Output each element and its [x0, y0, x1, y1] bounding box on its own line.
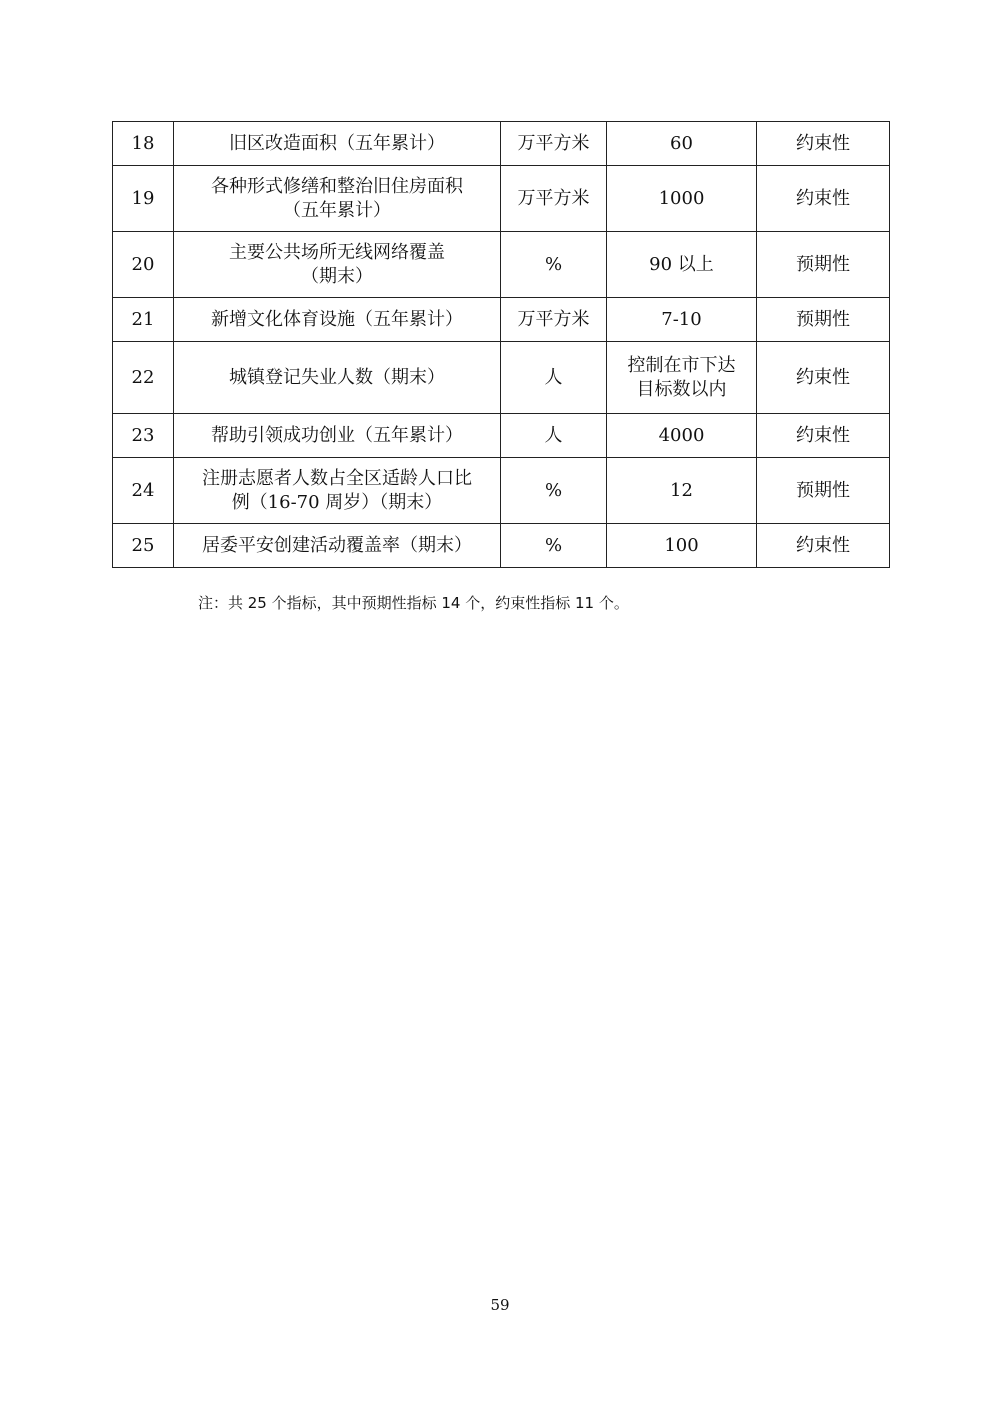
row-number: 24	[113, 458, 174, 524]
page-number: 59	[490, 1296, 510, 1314]
unit: 万平方米	[501, 298, 607, 342]
target-value: 12	[607, 458, 757, 524]
target-value: 60	[607, 122, 757, 166]
target-value: 90 以上	[607, 232, 757, 298]
indicator-name: 各种形式修缮和整治旧住房面积 （五年累计）	[174, 166, 501, 232]
indicator-type: 约束性	[757, 524, 890, 568]
unit: %	[501, 232, 607, 298]
indicator-type: 预期性	[757, 298, 890, 342]
indicator-type: 约束性	[757, 414, 890, 458]
table-row	[113, 524, 890, 568]
unit: 人	[501, 414, 607, 458]
row-number: 21	[113, 298, 174, 342]
indicator-name: 主要公共场所无线网络覆盖 （期末）	[174, 232, 501, 298]
table-row	[113, 166, 890, 232]
table-row	[113, 342, 890, 414]
row-number: 18	[113, 122, 174, 166]
table-row	[113, 122, 890, 166]
target-value: 1000	[607, 166, 757, 232]
indicator-name: 注册志愿者人数占全区适龄人口比 例（16-70 周岁）（期末）	[174, 458, 501, 524]
indicator-type: 预期性	[757, 458, 890, 524]
unit: 万平方米	[501, 166, 607, 232]
target-value: 4000	[607, 414, 757, 458]
table-row	[113, 232, 890, 298]
row-number: 23	[113, 414, 174, 458]
indicator-name: 居委平安创建活动覆盖率（期末）	[174, 524, 501, 568]
indicator-name: 帮助引领成功创业（五年累计）	[174, 414, 501, 458]
row-number: 25	[113, 524, 174, 568]
indicator-type: 约束性	[757, 166, 890, 232]
indicator-type: 约束性	[757, 122, 890, 166]
unit: 万平方米	[501, 122, 607, 166]
target-value: 控制在市下达 目标数以内	[607, 342, 757, 414]
indicator-name: 新增文化体育设施（五年累计）	[174, 298, 501, 342]
unit: %	[501, 458, 607, 524]
target-value: 100	[607, 524, 757, 568]
row-number: 20	[113, 232, 174, 298]
indicator-name: 旧区改造面积（五年累计）	[174, 122, 501, 166]
table-row	[113, 458, 890, 524]
indicator-table	[112, 121, 890, 568]
indicator-name: 城镇登记失业人数（期末）	[174, 342, 501, 414]
unit: %	[501, 524, 607, 568]
row-number: 19	[113, 166, 174, 232]
unit: 人	[501, 342, 607, 414]
table-row	[113, 414, 890, 458]
indicator-type: 约束性	[757, 342, 890, 414]
table-footnote: 注：共 25 个指标，其中预期性指标 14 个，约束性指标 11 个。	[198, 594, 629, 612]
target-value: 7-10	[607, 298, 757, 342]
row-number: 22	[113, 342, 174, 414]
table-row	[113, 298, 890, 342]
indicator-type: 预期性	[757, 232, 890, 298]
